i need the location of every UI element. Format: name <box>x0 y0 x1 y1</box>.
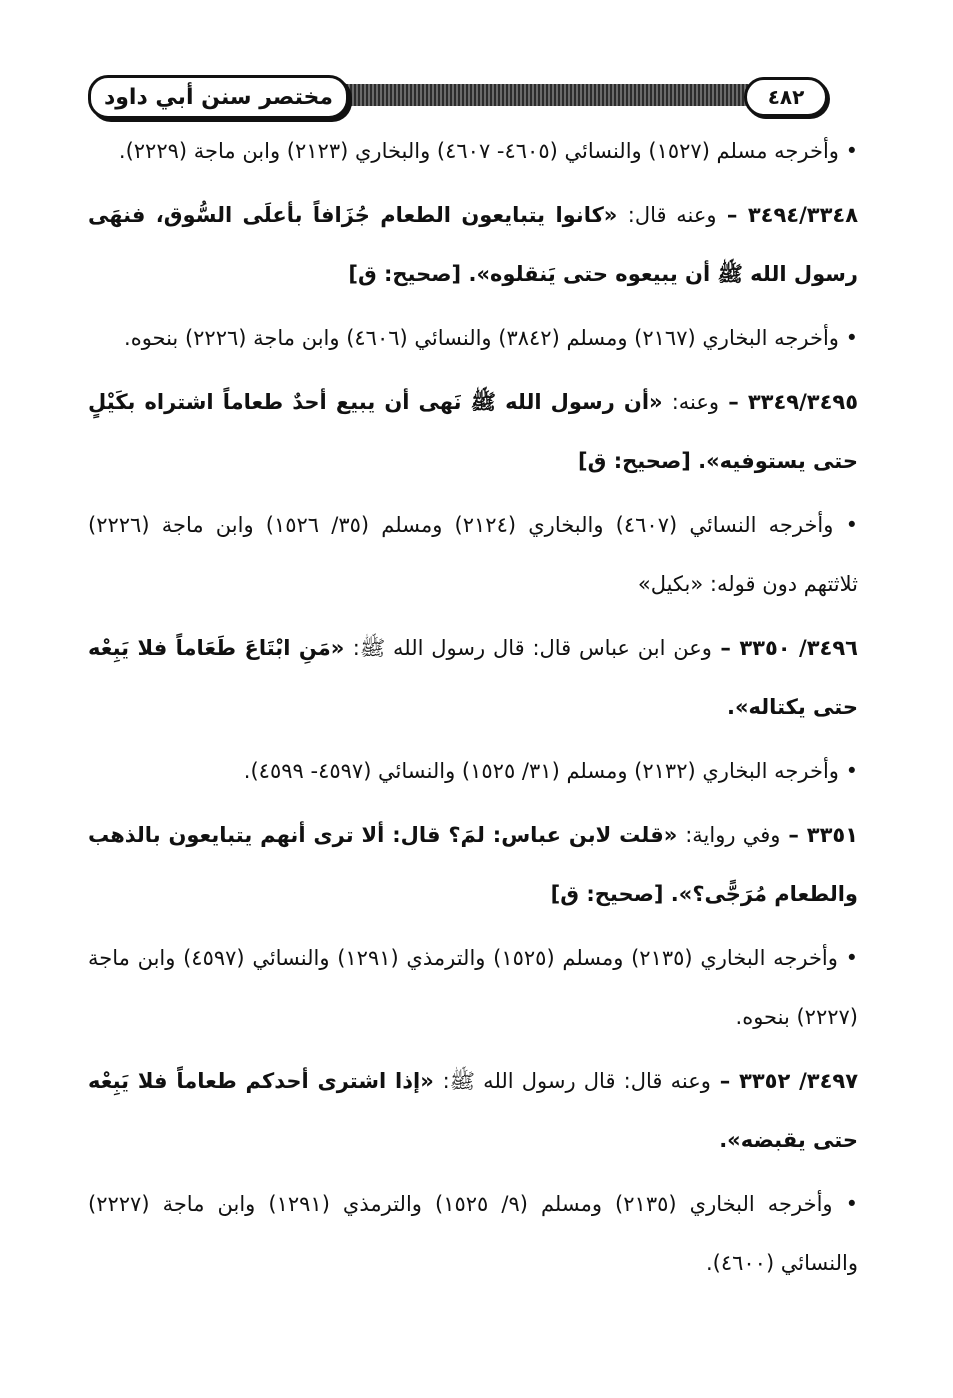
takhrij-note: • وأخرجه البخاري (٢١٣٥) ومسلم (٩/ ١٥٢٥) والترمذي (١٢٩١) وابن ماجة (٢٢٢٧) والنسائي (٤٦٠٠). <box>88 1175 858 1293</box>
hadith-number: ٣٣٤٩/٣٤٩٥ – <box>728 390 859 414</box>
takhrij-note: • وأخرجه مسلم (١٥٢٧) والنسائي (٤٦٠٥- ٤٦٠٧) والبخاري (٢١٢٣) وابن ماجة (٢٢٢٩). <box>88 122 858 181</box>
hadith-text: «كانوا يتبايعون الطعام جُزَافاً بأعلَى السُّوق، فنهَى رسول الله ﷺ أن يبيعوه حتى يَنقلوه». [صحيح: ق] <box>88 203 858 286</box>
hadith-intro: وعنه: <box>671 390 720 414</box>
hadith-text: «إذا اشترى أحدكم طعاماً فلا يَبِعْه حتى يقبضه». <box>88 1069 858 1152</box>
hadith-number: ٣٤٩٧/ ٣٣٥٢ – <box>719 1069 859 1093</box>
page-number: ٤٨٢ <box>744 77 828 117</box>
header-band <box>338 84 758 106</box>
hadith-intro: وفي رواية: <box>685 823 781 847</box>
takhrij-note: • وأخرجه البخاري (٢١٣٥) ومسلم (١٥٢٥) والترمذي (١٢٩١) والنسائي (٤٥٩٧) وابن ماجة (٢٢٢٧) بنحوه. <box>88 929 858 1047</box>
book-title: مختصر سنن أبي داود <box>88 75 349 119</box>
hadith-intro: وعن ابن عباس قال: قال رسول الله ﷺ: <box>352 636 712 660</box>
hadith-number: ٣٣٥١ – <box>788 823 859 847</box>
takhrij-note: • وأخرجه البخاري (٢١٦٧) ومسلم (٣٨٤٢) والنسائي (٤٦٠٦) وابن ماجة (٢٢٢٦) بنحوه. <box>88 309 858 368</box>
hadith-intro: وعنه قال: <box>627 203 717 227</box>
hadith-intro: وعنه قال: قال رسول الله ﷺ: <box>442 1069 711 1093</box>
takhrij-note: • وأخرجه البخاري (٢١٣٢) ومسلم (٣١/ ١٥٢٥) والنسائي (٤٥٩٧- ٤٥٩٩). <box>88 742 858 801</box>
hadith-entry <box>88 806 858 924</box>
hadith-entry <box>88 619 858 737</box>
page-header <box>88 72 858 122</box>
hadith-number: ٣٤٩٦/ ٣٣٥٠ – <box>720 636 858 660</box>
page-body <box>88 122 858 1298</box>
hadith-entry <box>88 373 858 491</box>
hadith-text: «قلت لابن عباس: لمَ؟ قال: ألا ترى أنهم يتبايعون بالذهب والطعام مُرَجًّى؟». [صحيح: ق] <box>88 823 858 906</box>
hadith-text: «أن رسول الله ﷺ نَهى أن يبيع أحدٌ طعاماً اشتراه بكَيْلٍ حتى يستوفيه». [صحيح: ق] <box>88 390 858 473</box>
hadith-entry <box>88 1052 858 1170</box>
hadith-number: ٣٤٩٤/٣٣٤٨ – <box>726 203 859 227</box>
hadith-entry <box>88 186 858 304</box>
takhrij-note: • وأخرجه النسائي (٤٦٠٧) والبخاري (٢١٢٤) ومسلم (٣٥/ ١٥٢٦) وابن ماجة (٢٢٢٦) ثلاثتهم دون قوله: «بكيل» <box>88 496 858 614</box>
hadith-text: «مَنِ ابْتَاعَ طَعَاماً فلا يَبِعْه حتى يكتاله». <box>88 636 858 719</box>
